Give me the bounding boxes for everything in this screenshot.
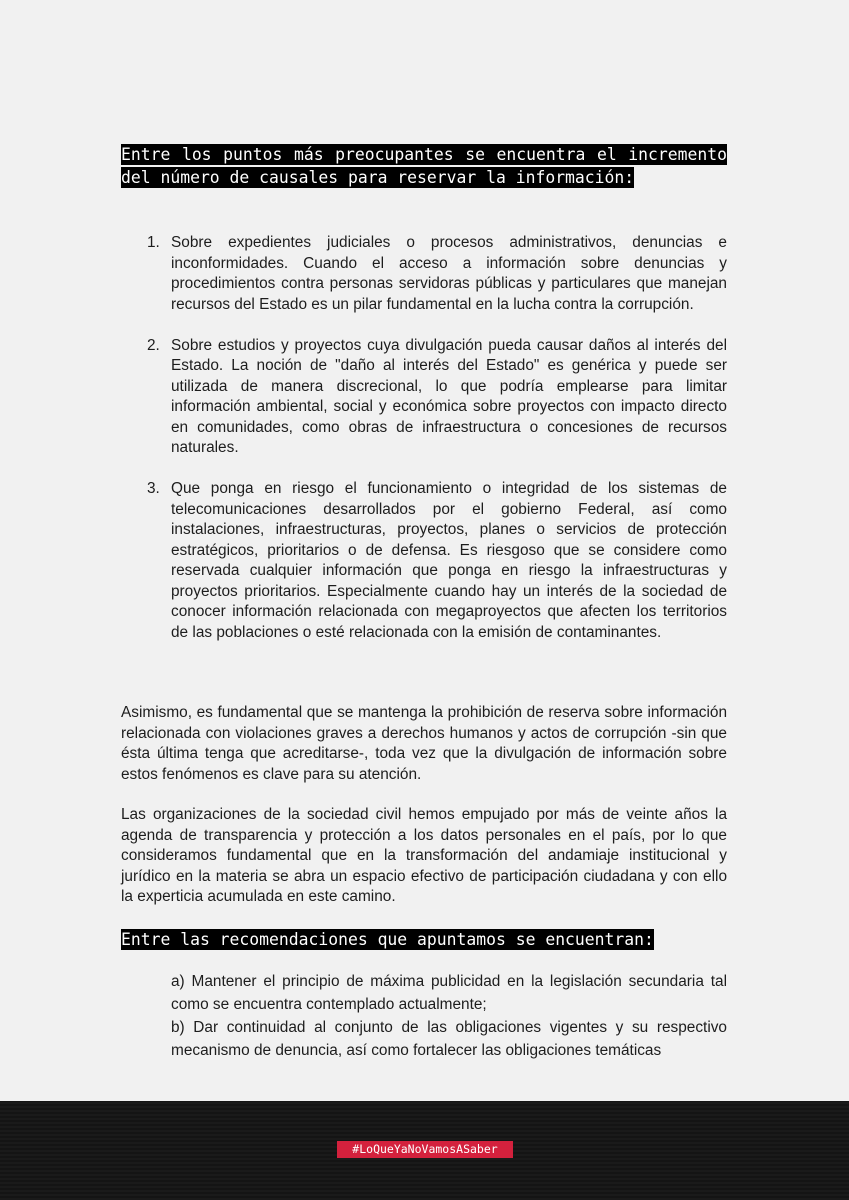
- list-item-number: 3.: [147, 480, 160, 497]
- list-item: [121, 479, 727, 643]
- hashtag-badge: #LoQueYaNoVamosASaber: [337, 1141, 513, 1158]
- list-item-text: Sobre estudios y proyectos cuya divulgación pueda causar daños al interés del Estado. La noción de "daño al interés del Estado" es genérica y puede ser utilizada de manera discrecional, lo que podría emplearse para limitar información ambiental, social y económica sobre proyectos con impacto directo en comunidades, como obras de infraestructura o concesiones de recursos naturales.: [171, 336, 727, 456]
- list-item-text: Sobre expedientes judiciales o procesos administrativos, denuncias e inconformidades. Cuando el acceso a información sobre denuncias y procedimientos contra personas servidoras públicas y particulares que manejan recursos del Estado es un pilar fundamental en la lucha contra la corrupción.: [171, 234, 727, 313]
- paragraph-organizaciones: Las organizaciones de la sociedad civil hemos empujado por más de veinte años la agenda de transparencia y protección a los datos personales en el país, por lo que consideramos fundamental que en la transformación del andamiaje institucional y jurídico en la materia se abra un espacio efectivo de participación ciudadana y con ello la experticia acumulada en este camino.: [121, 806, 727, 905]
- list-item-number: 2.: [147, 336, 160, 354]
- list-item: [121, 336, 727, 459]
- recommendation-b: b) Dar continuidad al conjunto de las obligaciones vigentes y su respectivo mecanismo de denuncia, así como fortalecer las obligaciones temáticas: [171, 1019, 727, 1059]
- list-item-text: Que ponga en riesgo el funcionamiento o integridad de los sistemas de telecomunicaciones desarrollados por el gobierno Federal, así como instalaciones, infraestructuras, proyectos, planes o servicios de protección estratégicos, prioritarios o de defensa. Es riesgoso que se considere como reservada cualquier información que ponga en riesgo la infraestructuras y proyectos prioritarios. Especialmente cuando hay un interés de la sociedad de conocer información relacionada con megaproyectos que afecten los territorios de las poblaciones o esté relacionada con la emisión de contaminantes.: [171, 480, 727, 641]
- list-item-number: 1.: [147, 234, 160, 251]
- causales-list: [121, 233, 727, 664]
- paragraph-prohibicion-reserva: Asimismo, es fundamental que se mantenga la prohibición de reserva sobre información relacionada con violaciones graves a derechos humanos y actos de corrupción -sin que ésta última tenga que acreditarse-, toda vez que la divulgación de información sobre estos fenómenos es clave para su atención.: [121, 704, 727, 783]
- list-item: [121, 233, 727, 315]
- section-heading-causales: Entre los puntos más preocupantes se encuentra el incremento del número de causales para reservar la información:: [121, 145, 727, 187]
- recommendation-a: a) Mantener el principio de máxima publicidad en la legislación secundaria tal como se encuentra contemplado actualmente;: [171, 973, 727, 1013]
- section-heading-recomendaciones: Entre las recomendaciones que apuntamos se encuentran:: [121, 930, 654, 949]
